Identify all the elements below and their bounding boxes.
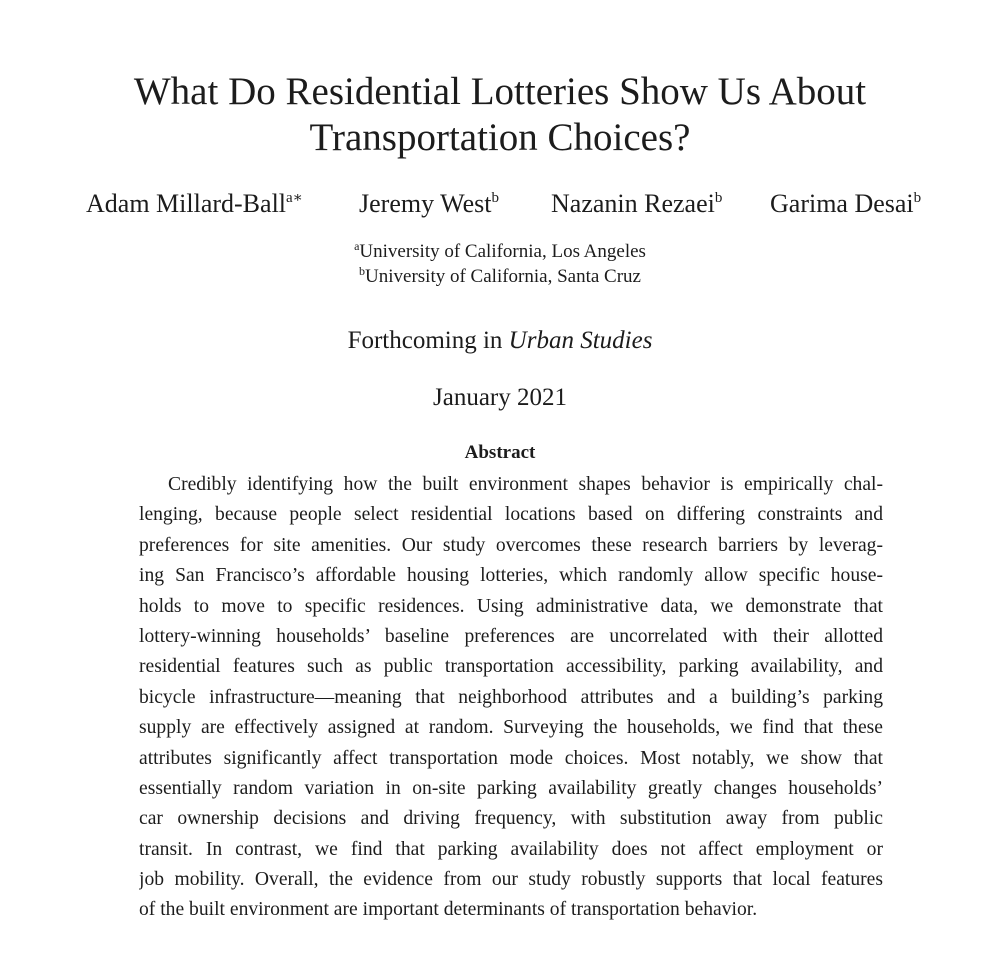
abstract-body xyxy=(139,470,883,926)
affiliation-mark: b xyxy=(359,264,366,278)
abstract-line: transit. In contrast, we find that parking availability does not affect employment or xyxy=(139,838,883,860)
affiliation-mark: a xyxy=(354,239,360,253)
paper-title-line-2: Transportation Choices? xyxy=(309,116,691,159)
abstract-line: essentially random variation in on-site parking availability greatly changes households’ xyxy=(139,777,883,799)
abstract-line: car ownership decisions and driving frequency, with substitution away from public xyxy=(139,808,883,830)
author-2 xyxy=(359,188,499,220)
abstract-heading: Abstract xyxy=(464,442,536,463)
abstract-line: lottery-winning households’ baseline preferences are uncorrelated with their allotted xyxy=(139,625,883,647)
affiliation-text: University of California, Los Angeles xyxy=(359,241,646,262)
abstract-line: bicycle infrastructure—meaning that neighborhood attributes and a building’s parking xyxy=(139,686,883,708)
author-1 xyxy=(86,188,303,220)
abstract-line: Credibly identifying how the built environment shapes behavior is empirically chal- xyxy=(168,474,883,495)
publication-venue xyxy=(0,325,1000,357)
publication-date: January 2021 xyxy=(433,384,567,411)
paper-title-line-1: What Do Residential Lotteries Show Us About xyxy=(133,70,867,113)
abstract-line: holds to move to specific residences. Using administrative data, we demonstrate that xyxy=(139,595,883,617)
author-affiliation-mark: b xyxy=(491,190,499,206)
affiliation-text: University of California, Santa Cruz xyxy=(365,266,641,287)
author-affiliation-mark: a∗ xyxy=(286,190,303,206)
author-name: Jeremy West xyxy=(359,189,492,218)
author-affiliation-mark: b xyxy=(913,190,922,206)
author-name: Adam Millard-Ball xyxy=(86,189,287,218)
journal-name: Urban Studies xyxy=(508,327,653,354)
abstract-line: supply are effectively assigned at random. Surveying the households, we find that these xyxy=(139,717,883,739)
affiliation-1 xyxy=(0,240,1000,264)
author-affiliation-mark: b xyxy=(714,190,723,206)
abstract-line: of the built environment are important determinants of transportation behavior. xyxy=(139,899,758,921)
author-4 xyxy=(770,188,921,220)
author-name: Garima Desai xyxy=(770,189,914,218)
abstract-line: preferences for site amenities. Our study overcomes these research barriers by leverag- xyxy=(139,534,883,556)
abstract-line: ing San Francisco’s affordable housing lotteries, which randomly allow specific house- xyxy=(139,565,883,587)
abstract-line: job mobility. Overall, the evidence from our study robustly supports that local features xyxy=(139,869,883,891)
affiliation-2 xyxy=(0,265,1000,289)
abstract-line: residential features such as public transportation accessibility, parking availability, and xyxy=(139,656,883,678)
abstract-line: lenging, because people select residential locations based on differing constraints and xyxy=(139,504,883,526)
venue-prefix: Forthcoming in xyxy=(347,327,503,354)
abstract-line: attributes significantly affect transportation mode choices. Most notably, we show that xyxy=(139,747,883,769)
author-name: Nazanin Rezaei xyxy=(551,189,715,218)
author-3 xyxy=(551,188,722,220)
